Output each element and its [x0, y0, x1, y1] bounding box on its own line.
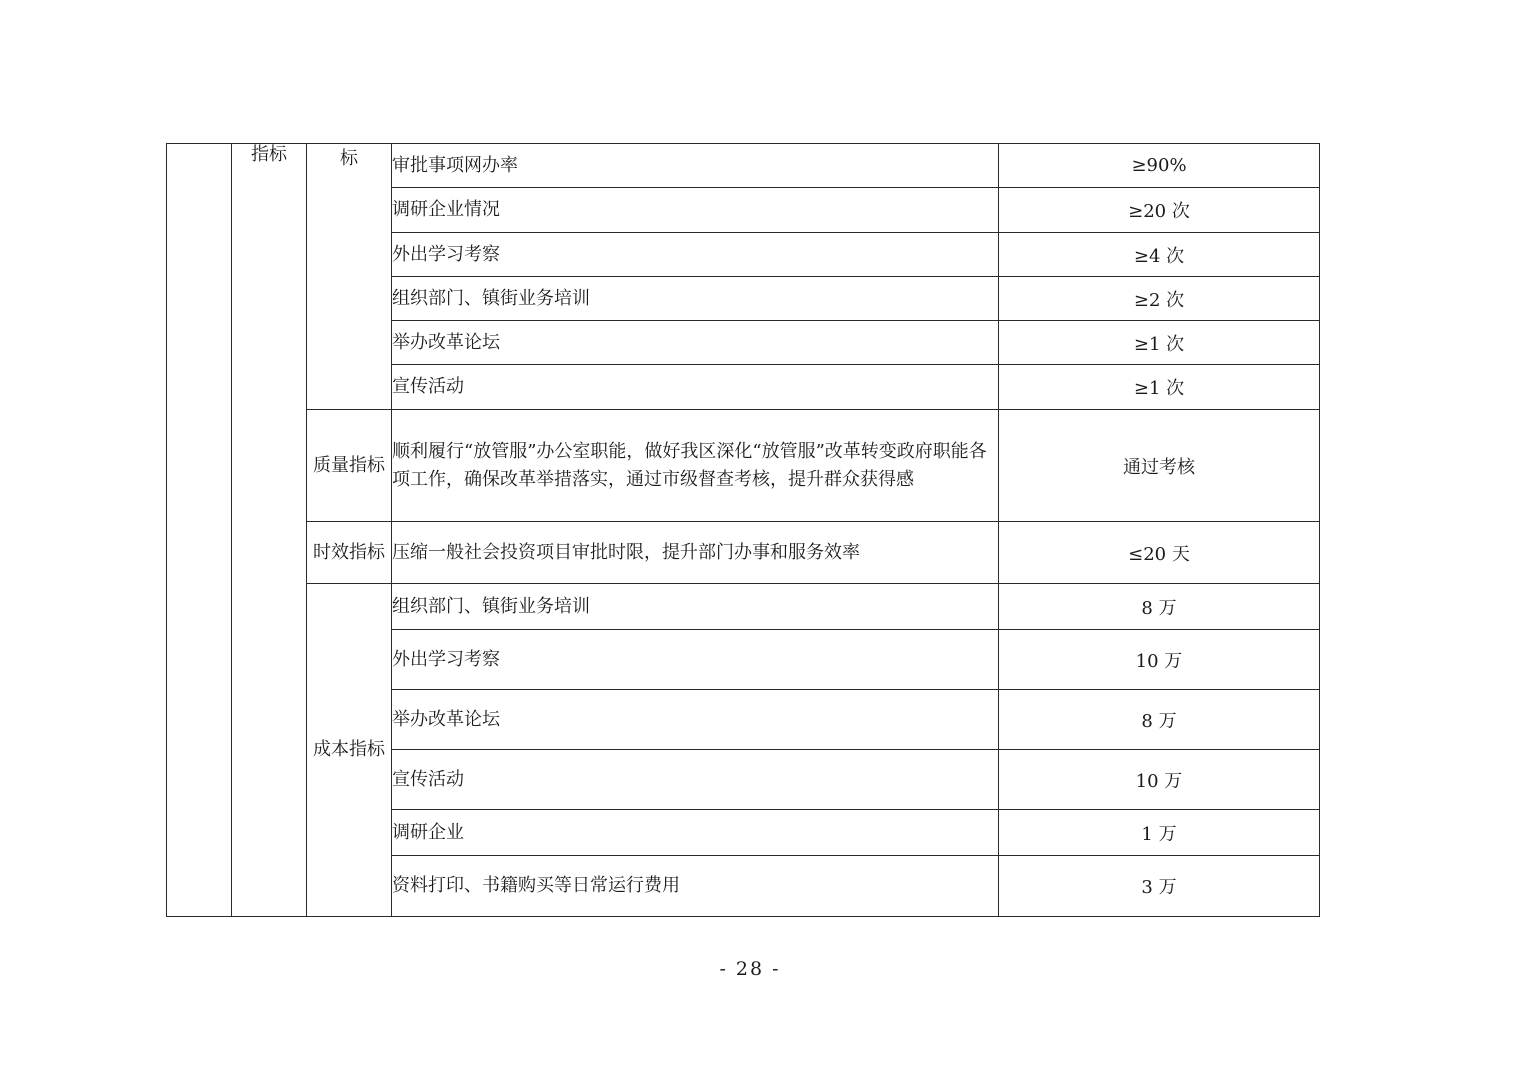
table-row [167, 410, 1320, 522]
quality-indicator-label: 质量指标 [307, 410, 392, 522]
indicator-value: ≥4 次 [999, 233, 1320, 277]
indicator-item: 组织部门、镇街业务培训 [392, 584, 999, 630]
performance-indicator-table [166, 143, 1320, 917]
indicator-item: 外出学习考察 [392, 233, 999, 277]
indicator-item: 资料打印、书籍购买等日常运行费用 [392, 856, 999, 917]
indicator-item: 举办改革论坛 [392, 321, 999, 365]
indicator-value: 10 万 [999, 630, 1320, 690]
cost-indicator-label: 成本指标 [307, 584, 392, 917]
indicator-item: 宣传活动 [392, 750, 999, 810]
timeliness-indicator-label: 时效指标 [307, 522, 392, 584]
indicator-value: 10 万 [999, 750, 1320, 810]
indicator-item: 外出学习考察 [392, 630, 999, 690]
indicator-item: 顺利履行“放管服”办公室职能，做好我区深化“放管服”改革转变政府职能各项工作，确保改革举措落实，通过市级督查考核，提升群众获得感 [392, 410, 999, 522]
indicator-value: 3 万 [999, 856, 1320, 917]
level1-category-cell [167, 144, 232, 917]
indicator-value: 1 万 [999, 810, 1320, 856]
indicator-value: ≥2 次 [999, 277, 1320, 321]
indicator-value: ≥20 次 [999, 188, 1320, 233]
indicator-value: 通过考核 [999, 410, 1320, 522]
indicator-item: 审批事项网办率 [392, 144, 999, 188]
indicator-item: 宣传活动 [392, 365, 999, 410]
indicator-value: 8 万 [999, 690, 1320, 750]
table-row [167, 584, 1320, 630]
indicator-item: 调研企业情况 [392, 188, 999, 233]
indicator-value: ≥1 次 [999, 321, 1320, 365]
table-row [167, 522, 1320, 584]
indicator-item: 组织部门、镇街业务培训 [392, 277, 999, 321]
table-row [167, 144, 1320, 188]
indicator-value: ≥90% [999, 144, 1320, 188]
indicator-item: 调研企业 [392, 810, 999, 856]
indicator-value: 8 万 [999, 584, 1320, 630]
quantity-indicator-label: 标 [307, 144, 392, 410]
indicator-item: 压缩一般社会投资项目审批时限，提升部门办事和服务效率 [392, 522, 999, 584]
indicator-value: ≥1 次 [999, 365, 1320, 410]
level2-category-cell: 指标 [232, 144, 307, 917]
indicator-value: ≤20 天 [999, 522, 1320, 584]
indicator-item: 举办改革论坛 [392, 690, 999, 750]
page-number: - 28 - [719, 958, 781, 980]
